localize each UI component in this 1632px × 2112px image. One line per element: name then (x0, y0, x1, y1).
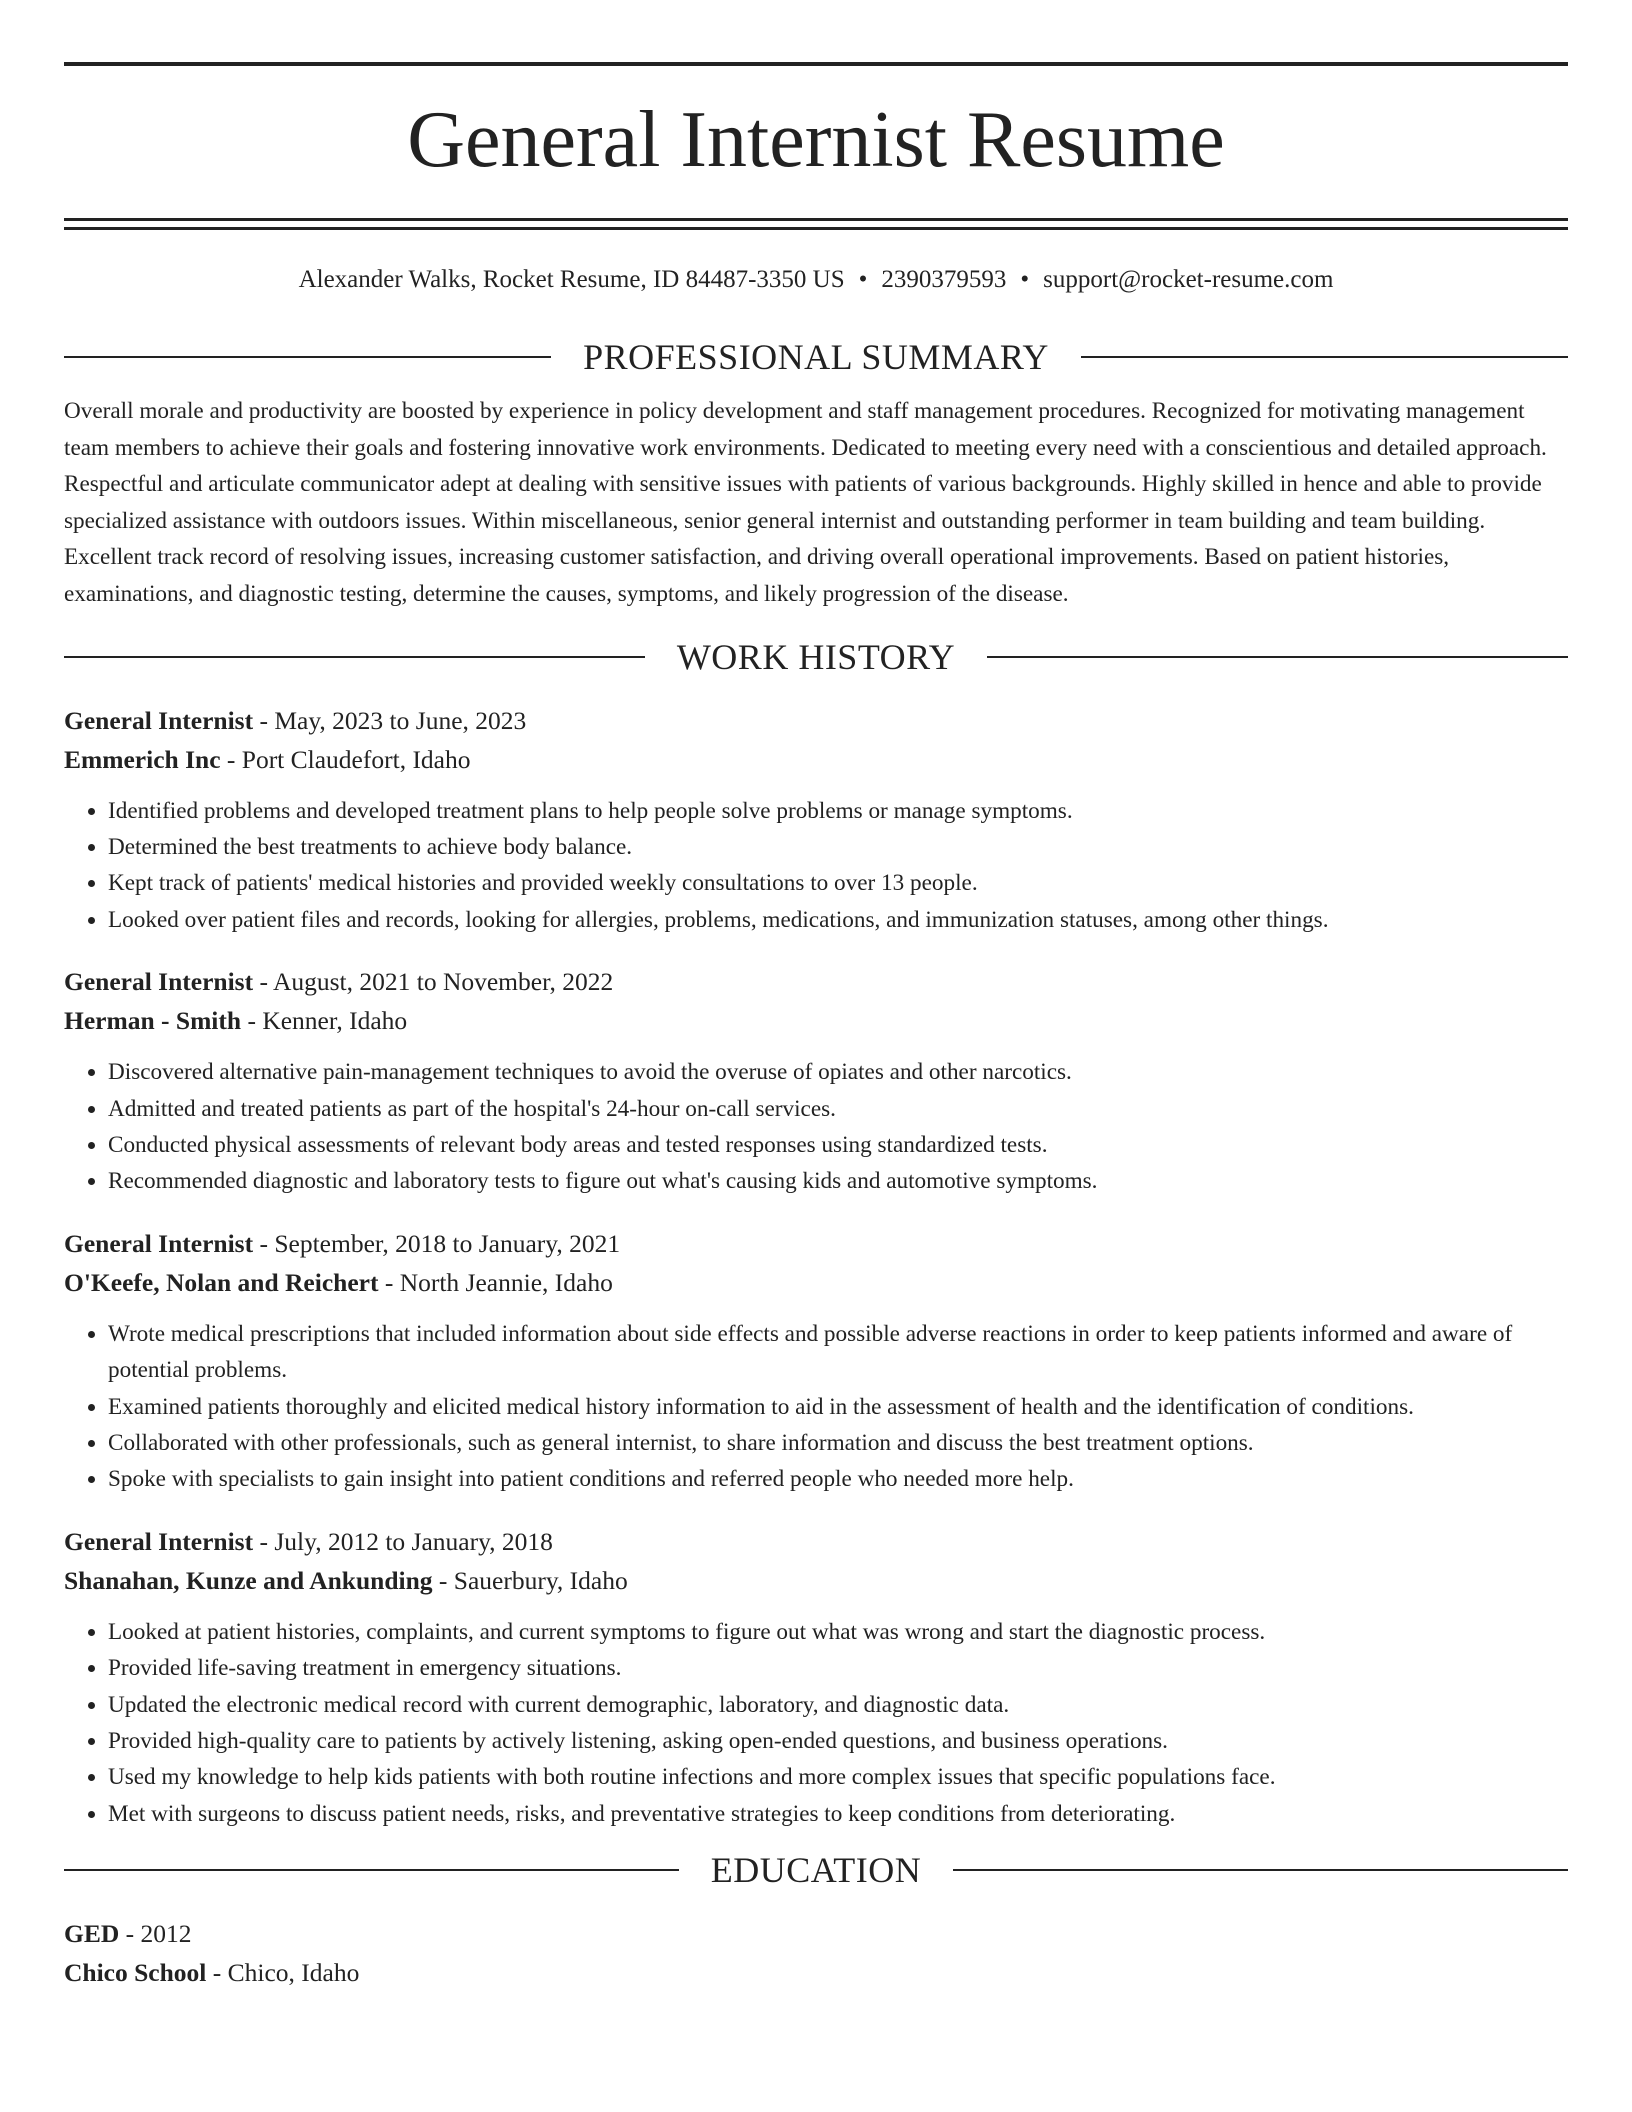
duty-item: • Spoke with specialists to gain insight into patient conditions and referred people who needed more help. (108, 1461, 1568, 1497)
duty-item: • Collaborated with other professionals, such as general internist, to share information and discuss the best treatment options. (108, 1425, 1568, 1461)
section-heading-summary (64, 335, 1568, 379)
duty-list (64, 793, 1568, 939)
heading-rule-left (64, 1869, 679, 1871)
job-entry (64, 962, 1568, 1200)
duty-item: • Kept track of patients' medical histories and provided weekly consultations to over 13 people. (108, 865, 1568, 901)
duty-list (64, 1054, 1568, 1200)
duty-item: • Met with surgeons to discuss patient needs, risks, and preventative strategies to keep conditions from deteriorating. (108, 1796, 1568, 1832)
duty-item: • Determined the best treatments to achieve body balance. (108, 829, 1568, 865)
job-title-line (64, 701, 1568, 740)
school-location: - Chico, Idaho (206, 1958, 360, 1988)
job-title: General Internist (64, 1526, 254, 1556)
job-title: General Internist (64, 705, 254, 735)
duty-item: • Conducted physical assessments of relevant body areas and tested responses using standardized tests. (108, 1127, 1568, 1163)
section-heading-work (64, 635, 1568, 679)
duty-item: • Examined patients thoroughly and elicited medical history information to aid in the assessment of health and the identification of conditions. (108, 1389, 1568, 1425)
job-company: Emmerich Inc (64, 744, 221, 774)
top-rule (64, 62, 1568, 66)
job-location: - Kenner, Idaho (241, 1006, 408, 1036)
education-entry (64, 1914, 1568, 1992)
job-company: Herman - Smith (64, 1006, 242, 1036)
duty-item: • Looked at patient histories, complaints, and current symptoms to figure out what was wrong and start the diagnostic process. (108, 1614, 1568, 1650)
contact-separator: • (858, 266, 868, 293)
duty-item: • Wrote medical prescriptions that included information about side effects and possible adverse reactions in order to keep patients informed and aware of potential problems. (108, 1316, 1568, 1389)
degree: GED (64, 1919, 120, 1949)
job-location: - North Jeannie, Idaho (378, 1267, 613, 1297)
heading-rule-left (64, 356, 551, 358)
school-line (64, 1953, 1568, 1992)
contact-phone: 2390379593 (881, 266, 1007, 293)
job-company-line (64, 1263, 1568, 1302)
section-title: PROFESSIONAL SUMMARY (583, 337, 1049, 377)
duty-list (64, 1614, 1568, 1832)
heading-rule-right (1081, 356, 1568, 358)
duty-item: • Provided high-quality care to patients by actively listening, asking open-ended questions, and business operations. (108, 1723, 1568, 1759)
job-dates: - July, 2012 to January, 2018 (253, 1526, 553, 1556)
job-entry (64, 1522, 1568, 1832)
summary-paragraph: Overall morale and productivity are boosted by experience in policy development and staff management procedures. Recognized for motivating management team members to achieve their goals and fostering innovative work environments. Dedicated to meeting every need with a conscientious and detailed approach. Respectful and articulate communicator adept at dealing with sensitive issues with patients of various backgrounds. Highly skilled in hence and able to provide specialized assistance with outdoors issues. Within miscellaneous, senior general internist and outstanding performer in team building and team building. Excellent track record of resolving issues, increasing customer satisfaction, and driving overall operational improvements. Based on patient histories, examinations, and diagnostic testing, determine the causes, symptoms, and likely progression of the disease. (64, 398, 1547, 607)
page-title: General Internist Resume (407, 96, 1225, 184)
heading-rule-right (987, 656, 1568, 658)
contact-line (64, 263, 1568, 297)
duty-item: • Used my knowledge to help kids patients with both routine infections and more complex issues that specific populations face. (108, 1759, 1568, 1795)
section-title: WORK HISTORY (676, 636, 956, 677)
job-company: Shanahan, Kunze and Ankunding (64, 1565, 433, 1595)
job-entry (64, 701, 1568, 939)
job-dates: - August, 2021 to November, 2022 (253, 967, 614, 997)
job-entry (64, 1224, 1568, 1498)
job-title-line (64, 1522, 1568, 1561)
duty-item: • Updated the electronic medical record with current demographic, laboratory, and diagnostic data. (108, 1687, 1568, 1723)
duty-item: • Recommended diagnostic and laboratory tests to figure out what's causing kids and automotive symptoms. (108, 1163, 1568, 1199)
contact-address: Alexander Walks, Rocket Resume, ID 84487-3350 US (298, 266, 845, 293)
job-company-line (64, 740, 1568, 779)
contact-email: support@rocket-resume.com (1043, 266, 1334, 293)
section-heading-education (64, 1848, 1568, 1892)
job-title-line (64, 1224, 1568, 1263)
contact-separator: • (1020, 266, 1030, 293)
job-dates: - May, 2023 to June, 2023 (253, 705, 527, 735)
heading-rule-left (64, 656, 645, 658)
duty-item: • Looked over patient files and records, looking for allergies, problems, medications, and immunization statuses, among other things. (108, 902, 1568, 938)
job-location: - Port Claudefort, Idaho (220, 744, 471, 774)
duty-item: • Identified problems and developed treatment plans to help people solve problems or manage symptoms. (108, 793, 1568, 829)
title-double-rule (64, 218, 1568, 230)
duty-item: • Provided life-saving treatment in emergency situations. (108, 1650, 1568, 1686)
job-company: O'Keefe, Nolan and Reichert (64, 1267, 379, 1297)
job-title: General Internist (64, 967, 254, 997)
duty-item: • Admitted and treated patients as part of the hospital's 24-hour on-call services. (108, 1091, 1568, 1127)
job-list (64, 701, 1568, 1833)
degree-line (64, 1914, 1568, 1953)
job-title-line (64, 962, 1568, 1001)
job-dates: - September, 2018 to January, 2021 (253, 1228, 621, 1258)
degree-year: - 2012 (119, 1919, 192, 1949)
job-company-line (64, 1001, 1568, 1040)
duty-item: • Discovered alternative pain-management techniques to avoid the overuse of opiates and other narcotics. (108, 1054, 1568, 1090)
school-name: Chico School (64, 1958, 207, 1988)
section-title: EDUCATION (710, 1850, 922, 1891)
heading-rule-right (953, 1869, 1568, 1871)
job-title: General Internist (64, 1228, 254, 1258)
job-location: - Sauerbury, Idaho (432, 1565, 628, 1595)
job-company-line (64, 1561, 1568, 1600)
duty-list (64, 1316, 1568, 1498)
